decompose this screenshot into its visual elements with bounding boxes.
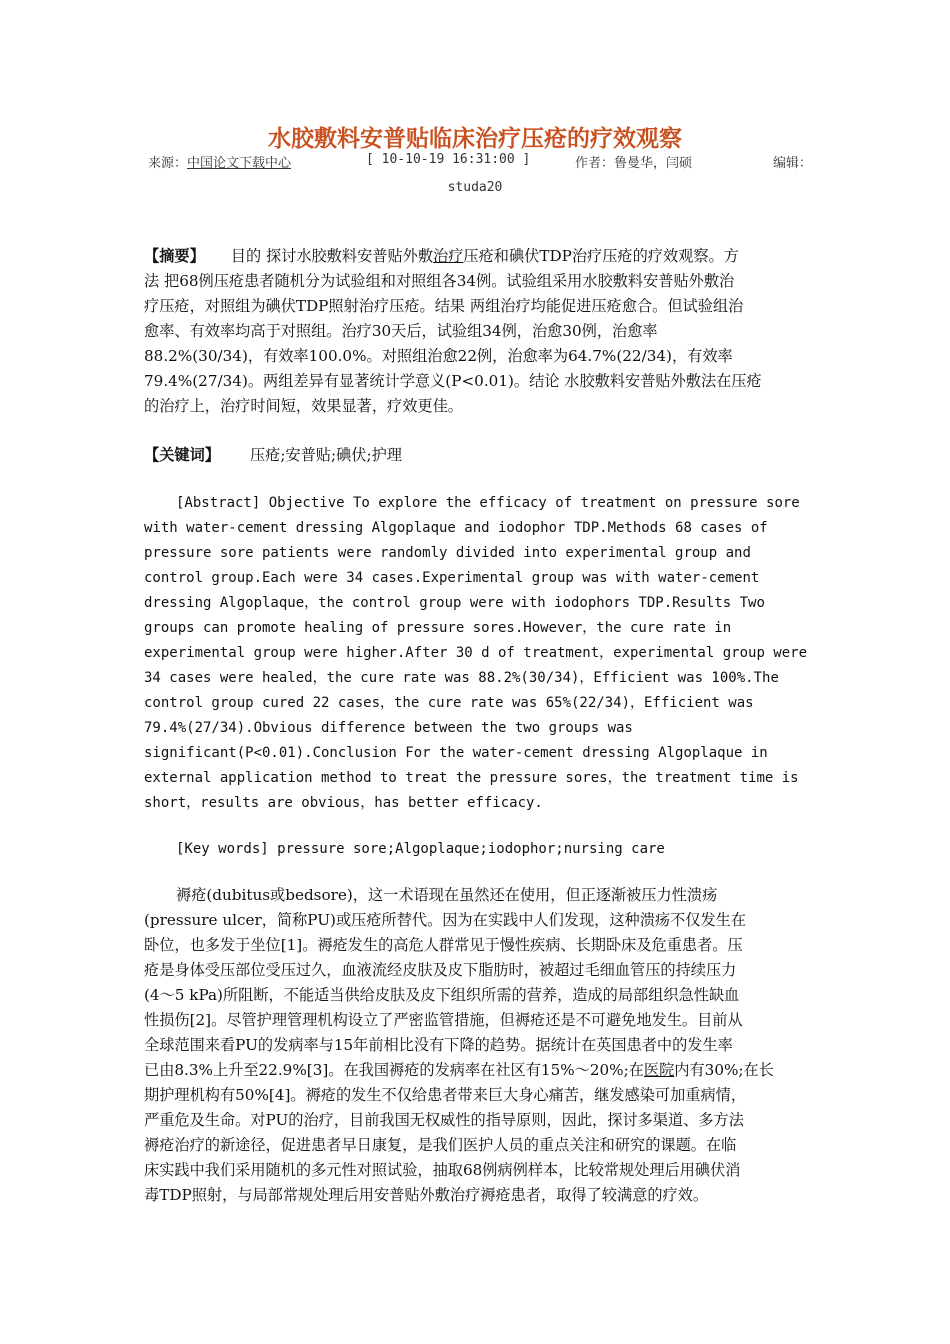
english-abstract-line: 34 cases were healed，the cure rate was 88.2%(30/34)，Efficient was 100%.The xyxy=(144,670,779,686)
body-line: 褥疮治疗的新途径，促进患者早日康复，是我们医护人员的重点关注和研究的课题。在临 xyxy=(144,1136,737,1154)
hospital-link[interactable]: 医院 xyxy=(643,1061,675,1079)
english-abstract-line: groups can promote healing of pressure sores.However，the cure rate in xyxy=(144,620,732,636)
english-abstract-line: 79.4%(27/34).Obvious difference between the two groups was xyxy=(144,720,633,736)
abstract-line: 疗压疮，对照组为碘伏TDP照射治疗压疮。结果 两组治疗均能促进压疮愈合。但试验组治 xyxy=(144,297,744,315)
english-abstract-line: dressing Algoplaque，the control group were with iodophors TDP.Results Two xyxy=(144,595,765,611)
english-keywords xyxy=(144,837,810,862)
treatment-link[interactable]: 治疗 xyxy=(433,247,464,265)
english-abstract-line: significant(P<0.01).Conclusion For the water-cement dressing Algoplaque in xyxy=(144,745,768,761)
abstract-line: 法 把68例压疮患者随机分为试验组和对照组各34例。试验组采用水胶敷料安普贴外敷治 xyxy=(144,272,735,290)
english-abstract-line: pressure sore patients were randomly divided into experimental group and xyxy=(144,545,751,561)
abstract-line: 的治疗上，治疗时间短，效果显著，疗效更佳。 xyxy=(144,397,463,415)
keywords-section xyxy=(144,443,810,468)
editor-label: 编辑： xyxy=(773,156,813,171)
english-abstract-line: external application method to treat the pressure sores，the treatment time is xyxy=(144,770,799,786)
english-abstract-line: control group.Each were 34 cases.Experimental group was with water-cement xyxy=(144,570,760,586)
body-line: 床实践中我们采用随机的多元性对照试验，抽取68例病例样本，比较常规处理后用碘伏消 xyxy=(144,1161,741,1179)
keywords-label: 【关键词】 xyxy=(144,446,220,464)
body-line: 内有30%;在长 xyxy=(674,1061,774,1079)
english-abstract xyxy=(144,491,810,816)
body-line: 毒TDP照射，与局部常规处理后用安普贴外敷治疗褥疮患者，取得了较满意的疗效。 xyxy=(144,1186,709,1204)
english-abstract-line: short，results are obvious，has better efficacy. xyxy=(144,795,543,811)
english-abstract-line: control group cured 22 cases，the cure rate was 65%(22/34)，Efficient was xyxy=(144,695,754,711)
body-line: 期护理机构有50%[4]。褥疮的发生不仅给患者带来巨大身心痛苦，继发感染可加重病情， xyxy=(144,1086,747,1104)
source-info xyxy=(148,152,291,171)
abstract-line: 88.2%(30/34)，有效率100.0%。对照组治愈22例，治愈率为64.7%(22/34)，有效率 xyxy=(144,347,733,365)
source-link[interactable]: 中国论文下载中心 xyxy=(187,156,292,171)
abstract-line: 79.4%(27/34)。两组差异有显著统计学意义(P<0.01)。结论 水胶敷料安普贴外敷法在压疮 xyxy=(144,372,762,390)
editor-name: studa20 xyxy=(447,180,503,195)
body-line: 全球范围来看PU的发病率与15年前相比没有下降的趋势。据统计在英国患者中的发生率 xyxy=(144,1036,733,1054)
abstract-line: 目的 探讨水胶敷料安普贴外敷 xyxy=(230,247,434,265)
body-line: 严重危及生命。对PU的治疗，目前我国无权威性的指导原则，因此，探讨多渠道、多方法 xyxy=(144,1111,744,1129)
english-abstract-line: with water-cement dressing Algoplaque and iodophor TDP.Methods 68 cases of xyxy=(144,520,768,536)
body-line: 疮是身体受压部位受压过久，血液流经皮肤及皮下脂肪时，被超过毛细血管压的持续压力 xyxy=(144,961,737,979)
body-line: 卧位，也多发于坐位[1]。褥疮发生的高危人群常见于慢性疾病、长期卧床及危重患者。压 xyxy=(144,936,743,954)
body-line: 已由8.3%上升至22.9%[3]。在我国褥疮的发病率在社区有15%～20%;在 xyxy=(144,1061,644,1079)
abstract-line: 愈率、有效率均高于对照组。治疗30天后，试验组34例，治愈30例，治愈率 xyxy=(144,322,658,340)
body-line: (pressure ulcer，简称PU)或压疮所替代。因为在实践中人们发现，这种溃疡不仅发生在 xyxy=(144,911,747,929)
author-info: 作者：鲁曼华，闫硕 xyxy=(575,156,693,171)
source-label: 来源： xyxy=(148,156,188,171)
publish-datetime: [ 10-10-19 16:31:00 ] xyxy=(366,152,531,167)
english-abstract-line: experimental group were higher.After 30 d of treatment，experimental group were xyxy=(144,645,808,661)
english-keywords-text: [Key words] pressure sore;Algoplaque;iodophor;nursing care xyxy=(176,841,665,857)
abstract-label: 【摘要】 xyxy=(144,247,205,265)
body-line: 褥疮(dubitus或bedsore)，这一术语现在虽然还在使用，但正逐渐被压力性溃疡 xyxy=(176,886,718,904)
keywords-text: 压疮;安普贴;碘伏;护理 xyxy=(249,446,402,464)
abstract-section xyxy=(144,244,810,419)
body-line: (4～5 kPa)所阻断，不能适当供给皮肤及皮下组织所需的营养，造成的局部组织急性缺血 xyxy=(144,986,740,1004)
article-meta xyxy=(148,152,813,172)
abstract-line: 压疮和碘伏TDP治疗压疮的疗效观察。方 xyxy=(463,247,739,265)
body-line: 性损伤[2]。尽管护理管理机构设立了严密监管措施，但褥疮还是不可避免地发生。目前从 xyxy=(144,1011,743,1029)
article-title: 水胶敷料安普贴临床治疗压疮的疗效观察 xyxy=(268,126,682,152)
english-abstract-line: [Abstract] Objective To explore the efficacy of treatment on pressure sore xyxy=(176,495,800,511)
body-paragraph xyxy=(144,883,810,1208)
